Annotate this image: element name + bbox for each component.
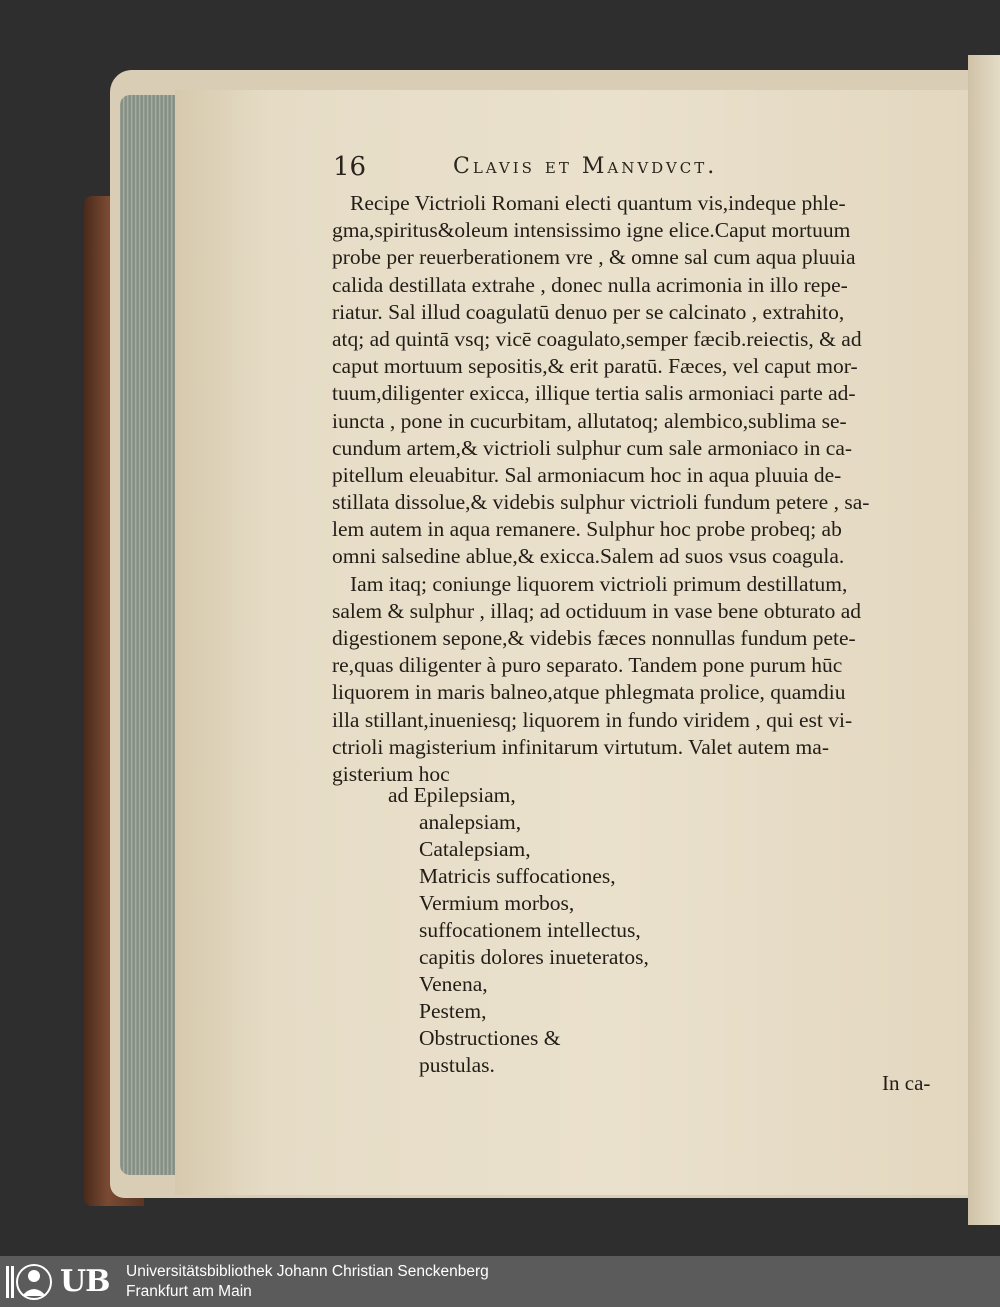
list-intro: ad Epilepsiam, — [388, 783, 516, 807]
page-header — [333, 152, 933, 188]
text-line: caput mortuum sepositis,& erit paratū. Fæces, vel caput mor- — [332, 354, 858, 379]
list-item: Matricis suffocationes, — [419, 864, 616, 888]
text-line: iuncta , pone in cucurbitam, allutatoq; alembico,sublima se- — [332, 408, 847, 433]
library-footer — [0, 1256, 1000, 1307]
text-line: gisterium hoc — [332, 761, 450, 786]
text-line: probe per reuerberationem vre , & omne sal cum aqua pluuia — [332, 245, 856, 270]
catchword: In ca- — [882, 1071, 931, 1095]
text-line: omni salsedine ablue,& exicca.Salem ad suos vsus coagula. — [332, 544, 845, 569]
text-line: stillata dissolue,& videbis sulphur victrioli fundum petere , sa- — [332, 490, 870, 515]
text-line: atq; ad quintā vsq; vicē coagulato,semper fæcib.reiectis, & ad — [332, 326, 862, 351]
text-line: liquorem in maris balneo,atque phlegmata prolice, quamdiu — [332, 680, 846, 705]
text-line: calida destillata extrahe , donec nulla acrimonia in illo repe- — [332, 272, 848, 297]
text-line: cundum artem,& victrioli sulphur cum sale armoniaco in ca- — [332, 435, 853, 460]
text-line: tuum,diligenter exicca, illique tertia salis armoniaci parte ad- — [332, 381, 856, 406]
list-item: Catalepsiam, — [419, 837, 531, 861]
list-item: pustulas. — [419, 1053, 495, 1077]
library-name — [126, 1262, 489, 1302]
library-name-line2: Frankfurt am Main — [126, 1283, 252, 1300]
list-item: Vermium morbos, — [419, 891, 575, 915]
text-line: riatur. Sal illud coagulatū denuo per se calcinato , extrahito, — [332, 299, 845, 324]
text-line: gma,spiritus&oleum intensissimo igne elice.Caput mortuum — [332, 218, 851, 243]
text-line: digestionem sepone,& videbis fæces nonnullas fundum pete- — [332, 626, 856, 650]
library-name-line1: Universitätsbibliothek Johann Christian Senckenberg — [126, 1263, 489, 1280]
text-line: re,quas diligenter à puro separato. Tandem pone purum hūc — [332, 653, 843, 678]
running-title: Clavis et Manvdvct. — [453, 154, 718, 179]
text-line: Recipe Victrioli Romani electi quantum vis,indeque phle- — [350, 191, 846, 215]
list-item: Venena, — [419, 972, 488, 996]
logo-ub-text: UB — [60, 1264, 110, 1299]
library-logo[interactable] — [4, 1262, 116, 1302]
library-seal-icon — [4, 1262, 56, 1302]
ailment-list — [388, 782, 649, 1079]
list-item: Pestem, — [419, 999, 487, 1023]
list-item: Obstructiones & — [419, 1026, 561, 1050]
page-body-text — [332, 190, 944, 788]
page-fore-edge — [120, 95, 180, 1175]
page-number: 16 — [333, 152, 367, 182]
text-line: ctrioli magisterium infinitarum virtutum. Valet autem ma- — [332, 734, 829, 759]
text-line: lem autem in aqua remanere. Sulphur hoc probe probeq; ab — [332, 517, 842, 542]
text-line: salem & sulphur , illaq; ad octiduum in vase bene obturato ad — [332, 598, 862, 623]
list-item: capitis dolores inueteratos, — [419, 945, 649, 969]
text-line: illa stillant,inueniesq; liquorem in fundo viridem , qui est vi- — [332, 707, 853, 732]
list-item: suffocationem intellectus, — [419, 918, 641, 942]
text-line: pitellum eleuabitur. Sal armoniacum hoc in aqua pluuia de- — [332, 462, 842, 487]
text-line: Iam itaq; coniunge liquorem victrioli primum destillatum, — [350, 571, 848, 596]
list-item: analepsiam, — [419, 810, 522, 834]
facing-page-edge — [968, 55, 1000, 1225]
